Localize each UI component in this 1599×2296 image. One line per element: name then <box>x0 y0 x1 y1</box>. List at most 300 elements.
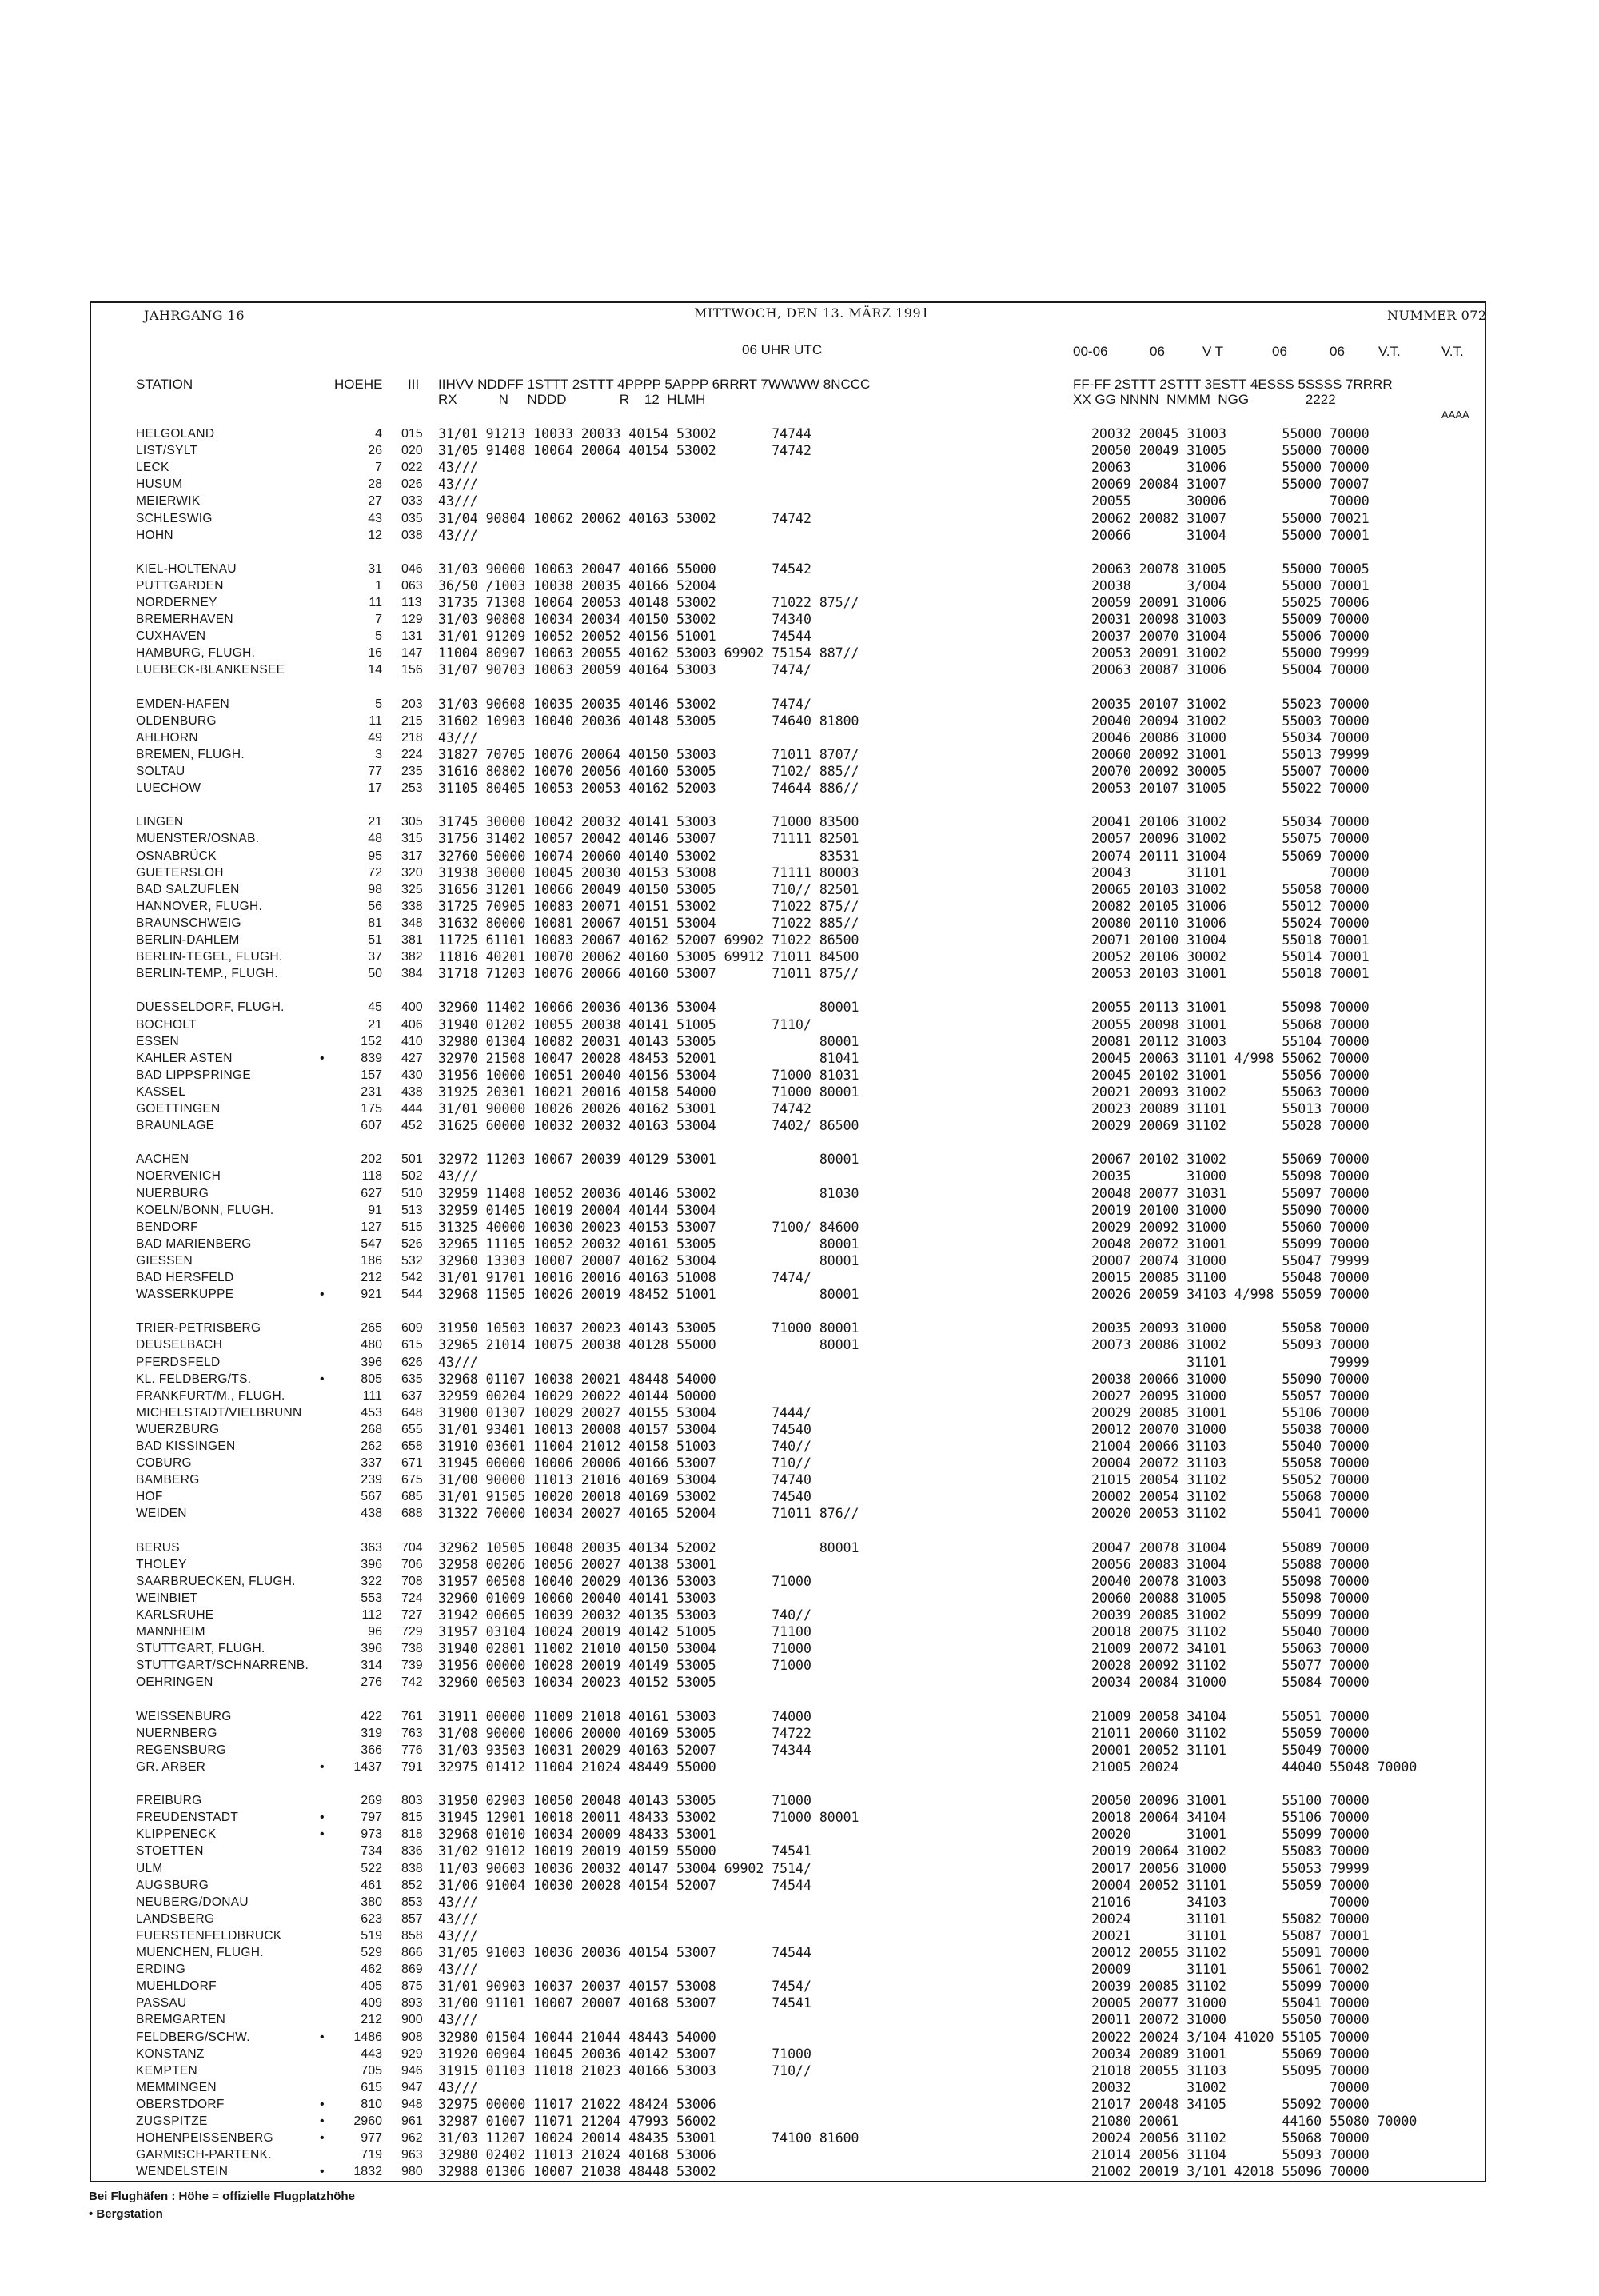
synop-groups: 32980 01304 10082 20031 40143 53005 80001 <box>438 1033 859 1049</box>
station-height: 81 <box>368 916 382 930</box>
synop-groups: 43/// <box>438 729 478 745</box>
summary-groups: 20019 20100 31000 55090 70000 <box>1091 1202 1370 1218</box>
station-index: 444 <box>401 1102 423 1116</box>
synop-groups: 31915 01103 11018 21023 40166 53003 710// <box>438 2062 811 2078</box>
mountain-marker: • <box>320 2131 325 2146</box>
summary-groups: 20067 20102 31002 55069 70000 <box>1091 1152 1370 1168</box>
station-name: BAD KISSINGEN <box>136 1439 236 1453</box>
station-name: AHLHORN <box>136 730 198 745</box>
summary-groups: 20039 20085 31102 55099 70000 <box>1091 1979 1370 1995</box>
station-height: 921 <box>361 1288 382 1302</box>
station-index: 637 <box>401 1388 423 1403</box>
summary-groups: 20032 31002 70000 <box>1091 2079 1370 2095</box>
station-height: 239 <box>361 1473 382 1487</box>
summary-groups: 21016 34103 70000 <box>1091 1894 1370 1910</box>
station-height: 396 <box>361 1355 382 1369</box>
station-index: 761 <box>401 1709 423 1723</box>
table-row <box>0 1084 1599 1100</box>
synop-groups: 32975 00000 11017 21022 48424 53006 <box>438 2096 716 2112</box>
table-row <box>0 1118 1599 1134</box>
station-name: KOELN/BONN, FLUGH. <box>136 1203 274 1217</box>
summary-groups: 20060 20088 31005 55098 70000 <box>1091 1590 1370 1606</box>
summary-groups: 20002 20054 31102 55068 70000 <box>1091 1489 1370 1505</box>
station-height: 202 <box>361 1152 382 1167</box>
station-name: THOLEY <box>136 1557 187 1571</box>
table-row <box>0 645 1599 661</box>
summary-groups: 20069 20084 31007 55000 70007 <box>1091 477 1370 493</box>
station-height: 98 <box>368 882 382 896</box>
table-row <box>0 730 1599 746</box>
station-height: 5 <box>375 697 382 711</box>
synop-groups: 32968 01107 10038 20021 48448 54000 <box>438 1371 716 1387</box>
station-height: 522 <box>361 1861 382 1875</box>
summary-groups: 20062 20082 31007 55000 70021 <box>1091 510 1370 526</box>
station-height: 26 <box>368 444 382 458</box>
synop-groups: 31325 40000 10030 20023 40153 53007 7100/ 84600 <box>438 1219 859 1235</box>
station-name: TRIER-PETRISBERG <box>136 1321 261 1336</box>
station-height: 49 <box>368 730 382 745</box>
synop-groups: 32962 10505 10048 20035 40134 52002 80001 <box>438 1539 859 1555</box>
station-name: BRAUNLAGE <box>136 1119 215 1133</box>
station-height: 480 <box>361 1338 382 1352</box>
table-row <box>0 849 1599 864</box>
station-index: 218 <box>401 730 423 745</box>
station-name: DEUSELBACH <box>136 1338 223 1352</box>
table-row <box>0 865 1599 881</box>
station-name: SCHLESWIG <box>136 511 213 525</box>
summary-groups: 20035 20107 31002 55023 70000 <box>1091 696 1370 712</box>
station-index: 858 <box>401 1928 423 1943</box>
summary-groups: 21017 20048 34105 55092 70000 <box>1091 2096 1370 2112</box>
synop-groups: 43/// <box>438 1911 478 1927</box>
station-index: 430 <box>401 1068 423 1082</box>
station-name: STOETTEN <box>136 1844 204 1859</box>
mountain-marker: • <box>320 1288 325 1302</box>
summary-groups: 20022 20024 3/104 41020 55105 70000 <box>1091 2029 1370 2045</box>
station-height: 27 <box>368 494 382 509</box>
summary-groups: 20031 20098 31003 55009 70000 <box>1091 612 1370 628</box>
table-row <box>0 949 1599 965</box>
station-height: 5 <box>375 629 382 644</box>
synop-groups: 31925 20301 10021 20016 40158 54000 71000 80001 <box>438 1084 859 1100</box>
synop-groups: 31900 01307 10029 20027 40155 53004 7444/ <box>438 1404 811 1420</box>
summary-groups: 31101 79999 <box>1091 1354 1370 1370</box>
table-row <box>0 1034 1599 1050</box>
station-name: MANNHEIM <box>136 1625 205 1639</box>
station-height: 719 <box>361 2148 382 2162</box>
table-row <box>0 1253 1599 1269</box>
synop-groups: 31745 30000 10042 20032 40141 53003 71000 83500 <box>438 814 859 830</box>
table-row <box>0 2080 1599 2096</box>
summary-groups: 20048 20072 31001 55099 70000 <box>1091 1236 1370 1252</box>
synop-groups: 31616 80802 10070 20056 40160 53005 7102/ 885// <box>438 764 859 779</box>
table-row <box>0 1793 1599 1809</box>
summary-groups: 21002 20019 3/101 42018 55096 70000 <box>1091 2164 1370 2180</box>
table-row <box>0 1203 1599 1219</box>
station-name: WASSERKUPPE <box>136 1288 234 1302</box>
station-index: 348 <box>401 916 423 930</box>
synop-groups: 31942 00605 10039 20032 40135 53003 740// <box>438 1607 811 1623</box>
table-row <box>0 1861 1599 1877</box>
station-name: WEINBIET <box>136 1591 198 1605</box>
station-height: 567 <box>361 1490 382 1504</box>
station-name: LANDSBERG <box>136 1911 215 1926</box>
station-index: 038 <box>401 528 423 542</box>
station-height: 319 <box>361 1726 382 1740</box>
synop-groups: 11816 40201 10070 20062 40160 53005 69912 71011 84500 <box>438 949 859 965</box>
synop-groups: 31/01 91701 10016 20016 40163 51008 7474/ <box>438 1270 811 1285</box>
station-height: 56 <box>368 899 382 913</box>
synop-groups: 31656 31201 10066 20049 40150 53005 710// 82501 <box>438 881 859 897</box>
synop-groups: 31/00 90000 11013 21016 40169 53004 74740 <box>438 1472 811 1488</box>
table-row <box>0 612 1599 628</box>
table-row <box>0 561 1599 577</box>
station-height: 409 <box>361 1996 382 2010</box>
summary-groups: 20070 20092 30005 55007 70000 <box>1091 764 1370 779</box>
summary-groups: 20029 20069 31102 55028 70000 <box>1091 1118 1370 1134</box>
summary-groups: 20012 20055 31102 55091 70000 <box>1091 1945 1370 1960</box>
synop-groups: 32980 01504 10044 21044 48443 54000 <box>438 2029 716 2045</box>
station-index: 838 <box>401 1861 423 1875</box>
station-name: MUENCHEN, FLUGH. <box>136 1946 264 1959</box>
station-height: 734 <box>361 1844 382 1859</box>
station-name: BAD MARIENBERG <box>136 1236 252 1251</box>
mountain-marker: • <box>320 1759 325 1774</box>
row-spacer <box>0 1776 1599 1792</box>
synop-groups: 31/07 90703 10063 20059 40164 53003 7474/ <box>438 662 811 678</box>
station-name: LUEBECK-BLANKENSEE <box>136 663 285 677</box>
table-row <box>0 443 1599 459</box>
synop-groups: 43/// <box>438 1894 478 1910</box>
table-row <box>0 1995 1599 2011</box>
station-height: 422 <box>361 1709 382 1723</box>
station-height: 705 <box>361 2063 382 2078</box>
summary-groups: 20052 20106 30002 55014 70001 <box>1091 949 1370 965</box>
station-height: 443 <box>361 2046 382 2061</box>
station-name: EMDEN-HAFEN <box>136 697 229 711</box>
synop-groups: 31602 10903 10040 20036 40148 53005 74640 81800 <box>438 713 859 729</box>
table-row <box>0 1320 1599 1336</box>
station-height: 1486 <box>353 2030 382 2044</box>
station-height: 322 <box>361 1574 382 1588</box>
synop-groups: 32965 21014 10075 20038 40128 55000 80001 <box>438 1337 859 1353</box>
table-row <box>0 1895 1599 1911</box>
station-name: GARMISCH-PARTENK. <box>136 2148 272 2162</box>
station-height: 268 <box>361 1422 382 1436</box>
synop-groups: 31/03 11207 10024 20014 48435 53001 74100 81600 <box>438 2130 859 2146</box>
code-header-line1: IIHVV NDDFF 1STTT 2STTT 4PPPP 5APPP 6RRRT 7WWWW 8NCCC <box>438 377 871 392</box>
station-name: FELDBERG/SCHW. <box>136 2030 250 2044</box>
station-height: 212 <box>361 1271 382 1284</box>
col-group-label: 06 <box>1150 344 1165 359</box>
table-row <box>0 1557 1599 1573</box>
station-name: ERDING <box>136 1963 186 1977</box>
station-index: 704 <box>401 1540 423 1555</box>
summary-groups: 21005 20024 44040 55048 70000 <box>1091 1759 1418 1775</box>
station-name: FREIBURG <box>136 1794 202 1808</box>
station-height: 453 <box>361 1405 382 1420</box>
synop-groups: 31827 70705 10076 20064 40150 53003 71011 8707/ <box>438 746 859 762</box>
synop-groups: 32958 00206 10056 20027 40138 53001 <box>438 1556 716 1572</box>
station-index: 671 <box>401 1456 423 1471</box>
summary-groups: 21018 20055 31103 55095 70000 <box>1091 2062 1370 2078</box>
synop-groups: 32970 21508 10047 20028 48453 52001 81041 <box>438 1050 859 1066</box>
iii-header: III <box>408 377 420 392</box>
synop-groups: 43/// <box>438 1962 478 1978</box>
station-height: 380 <box>361 1895 382 1909</box>
table-row <box>0 2114 1599 2130</box>
summary-groups: 20041 20106 31002 55034 70000 <box>1091 814 1370 830</box>
table-row <box>0 493 1599 509</box>
station-name: AUGSBURG <box>136 1878 209 1892</box>
mountain-marker: • <box>320 2165 325 2179</box>
station-index: 131 <box>401 629 423 644</box>
table-row <box>0 1168 1599 1184</box>
station-height: 2960 <box>353 2114 382 2128</box>
station-index: 869 <box>401 1963 423 1977</box>
station-index: 900 <box>401 2013 423 2027</box>
table-row <box>0 1337 1599 1353</box>
table-row <box>0 932 1599 948</box>
station-index: 675 <box>401 1473 423 1487</box>
station-height: 7 <box>375 461 382 475</box>
table-row <box>0 1591 1599 1607</box>
col-group-label: 06 <box>1330 344 1345 359</box>
table-row <box>0 1186 1599 1202</box>
station-index: 655 <box>401 1422 423 1436</box>
synop-groups: 31945 00000 10006 20006 40166 53007 710// <box>438 1455 811 1471</box>
station-height: 547 <box>361 1236 382 1251</box>
summary-groups: 20017 20056 31000 55053 79999 <box>1091 1860 1370 1876</box>
station-height: 4 <box>375 427 382 441</box>
table-row <box>0 460 1599 476</box>
footnote-mountain: • Bergstation <box>89 2207 163 2221</box>
summary-groups: 20038 3/004 55000 70001 <box>1091 577 1370 593</box>
row-spacer <box>0 1304 1599 1320</box>
station-height: 607 <box>361 1119 382 1133</box>
summary-groups: 20009 31101 55061 70002 <box>1091 1962 1370 1978</box>
station-height: 396 <box>361 1557 382 1571</box>
station-name: KONSTANZ <box>136 2046 205 2061</box>
synop-groups: 31/03 90000 10063 20047 40166 55000 74542 <box>438 561 811 577</box>
station-index: 818 <box>401 1827 423 1842</box>
table-row <box>0 1574 1599 1590</box>
station-name: PUTTGARDEN <box>136 578 224 593</box>
station-index: 706 <box>401 1557 423 1571</box>
table-row <box>0 1372 1599 1388</box>
summary-groups: 20007 20074 31000 55047 79999 <box>1091 1252 1370 1268</box>
synop-groups: 32972 11203 10067 20039 40129 53001 80001 <box>438 1152 859 1168</box>
station-index: 542 <box>401 1271 423 1284</box>
station-name: WEIDEN <box>136 1507 187 1521</box>
mountain-marker: • <box>320 1811 325 1825</box>
station-height: 3 <box>375 747 382 761</box>
summary-groups: 20027 20095 31000 55057 70000 <box>1091 1388 1370 1404</box>
station-height: 977 <box>361 2131 382 2146</box>
table-row <box>0 1962 1599 1978</box>
station-height: 12 <box>368 528 382 542</box>
station-height: 111 <box>362 1388 382 1403</box>
station-name: KL. FELDBERG/TS. <box>136 1372 252 1386</box>
table-row <box>0 2130 1599 2146</box>
station-height: 152 <box>361 1034 382 1048</box>
summary-groups: 20074 20111 31004 55069 70000 <box>1091 848 1370 864</box>
synop-groups: 43/// <box>438 527 478 543</box>
station-index: 544 <box>401 1288 423 1302</box>
station-height: 805 <box>361 1372 382 1386</box>
station-height: 262 <box>361 1439 382 1453</box>
summary-groups: 20040 20094 31002 55003 70000 <box>1091 713 1370 729</box>
station-name: BAD LIPPSPRINGE <box>136 1068 252 1082</box>
synop-groups: 31735 71308 10064 20053 40148 53002 71022 875// <box>438 595 859 610</box>
mountain-marker: • <box>320 2097 325 2111</box>
code-header-line2: RX N NDDD R 12 HLMH <box>438 392 706 407</box>
col-group-label: V T <box>1202 344 1224 359</box>
table-row <box>0 1220 1599 1236</box>
station-height: 96 <box>368 1625 382 1639</box>
station-height: 212 <box>361 2013 382 2027</box>
station-height: 7 <box>375 613 382 627</box>
synop-groups: 32965 11105 10052 20032 40161 53005 80001 <box>438 1236 859 1252</box>
station-index: 635 <box>401 1372 423 1386</box>
station-height: 1832 <box>353 2165 382 2179</box>
station-index: 791 <box>401 1759 423 1774</box>
table-row <box>0 713 1599 729</box>
synop-groups: 43/// <box>438 1927 478 1943</box>
synop-groups: 32959 11408 10052 20036 40146 53002 81030 <box>438 1185 859 1201</box>
synop-groups: 31940 01202 10055 20038 40141 51005 7110/ <box>438 1016 811 1032</box>
station-index: 615 <box>401 1338 423 1352</box>
station-height: 48 <box>368 832 382 846</box>
station-name: HOF <box>136 1490 163 1504</box>
station-height: 1437 <box>353 1759 382 1774</box>
station-name: NORDERNEY <box>136 596 217 609</box>
station-index: 026 <box>401 477 423 492</box>
station-name: HOHN <box>136 528 173 542</box>
table-row <box>0 595 1599 611</box>
summary-groups: 20021 31101 55087 70001 <box>1091 1927 1370 1943</box>
table-row <box>0 2097 1599 2113</box>
table-row <box>0 1878 1599 1894</box>
synop-groups: 32987 01007 11071 21204 47993 56002 <box>438 2114 716 2129</box>
station-height: 265 <box>361 1321 382 1336</box>
station-index: 963 <box>401 2148 423 2162</box>
synop-groups: 31/01 91209 10052 20052 40156 51001 74544 <box>438 629 811 645</box>
table-row <box>0 1810 1599 1826</box>
synop-groups: 31945 12901 10018 20011 48433 53002 71000 80001 <box>438 1810 859 1826</box>
station-name: KAHLER ASTEN <box>136 1051 233 1065</box>
table-row <box>0 578 1599 594</box>
station-name: BERLIN-TEMP., FLUGH. <box>136 967 278 981</box>
station-index: 648 <box>401 1405 423 1420</box>
station-index: 658 <box>401 1439 423 1453</box>
col-group-label: 06 <box>1272 344 1287 359</box>
station-name: HUSUM <box>136 477 183 492</box>
synop-groups: 31940 02801 11002 21010 40150 53004 71000 <box>438 1641 811 1657</box>
station-height: 839 <box>361 1051 382 1065</box>
table-row <box>0 662 1599 678</box>
synop-groups: 32959 01405 10019 20004 40144 53004 <box>438 1202 716 1218</box>
table-row <box>0 1051 1599 1067</box>
station-name: STUTTGART/SCHNARRENB. <box>136 1659 309 1673</box>
station-height: 973 <box>361 1827 382 1842</box>
station-height: 396 <box>361 1642 382 1656</box>
synop-groups: 43/// <box>438 2079 478 2095</box>
station-height: 127 <box>361 1220 382 1234</box>
summary-groups: 20055 30006 70000 <box>1091 493 1370 509</box>
synop-groups: 11725 61101 10083 20067 40162 52007 69902 71022 86500 <box>438 932 859 948</box>
station-height: 43 <box>368 511 382 525</box>
table-row <box>0 1607 1599 1623</box>
station-height: 231 <box>361 1084 382 1099</box>
synop-groups: 31/01 90000 10026 20026 40162 53001 74742 <box>438 1101 811 1116</box>
station-name: BERLIN-TEGEL, FLUGH. <box>136 950 283 964</box>
synop-groups: 31/03 90808 10034 20034 40150 53002 74340 <box>438 612 811 628</box>
summary-groups: 20028 20092 31102 55077 70000 <box>1091 1658 1370 1674</box>
station-height: 31 <box>368 561 382 576</box>
table-row <box>0 426 1599 442</box>
station-header: STATION <box>136 377 193 392</box>
summary-groups: 20024 31101 55082 70000 <box>1091 1911 1370 1927</box>
table-row <box>0 916 1599 932</box>
row-spacer <box>0 983 1599 999</box>
station-height: 1 <box>375 578 382 593</box>
summary-groups: 20035 31000 55098 70000 <box>1091 1168 1370 1184</box>
summary-groups: 20045 20102 31001 55056 70000 <box>1091 1067 1370 1083</box>
station-index: 946 <box>401 2063 423 2078</box>
station-index: 609 <box>401 1321 423 1336</box>
table-row <box>0 1743 1599 1759</box>
table-row <box>0 1068 1599 1084</box>
station-index: 685 <box>401 1490 423 1504</box>
summary-groups: 20050 20049 31005 55000 70000 <box>1091 443 1370 459</box>
table-row <box>0 2012 1599 2028</box>
table-row <box>0 781 1599 797</box>
synop-groups: 43/// <box>438 1168 478 1184</box>
synop-groups: 32960 13303 10007 20007 40162 53004 80001 <box>438 1252 859 1268</box>
station-name: MEMMINGEN <box>136 2080 217 2094</box>
table-row <box>0 814 1599 830</box>
station-index: 438 <box>401 1084 423 1099</box>
row-spacer <box>0 1523 1599 1539</box>
station-name: SOLTAU <box>136 765 185 778</box>
table-row <box>0 1675 1599 1691</box>
table-row <box>0 1152 1599 1168</box>
station-index: 305 <box>401 815 423 829</box>
table-row <box>0 1101 1599 1117</box>
table-row <box>0 882 1599 898</box>
table-row <box>0 1455 1599 1471</box>
synop-groups: 31725 70905 10083 20071 40151 53002 71022 875// <box>438 898 859 914</box>
table-row <box>0 1624 1599 1640</box>
table-row <box>0 1658 1599 1674</box>
synop-groups: 31/06 91004 10030 20028 40154 52007 74544 <box>438 1877 811 1893</box>
observation-time: 06 UHR UTC <box>742 342 823 357</box>
station-name: OBERSTDORF <box>136 2097 225 2111</box>
station-name: KLIPPENECK <box>136 1827 217 1842</box>
station-height: 51 <box>368 933 382 947</box>
station-height: 627 <box>361 1186 382 1200</box>
summary-groups: 20059 20091 31006 55025 70006 <box>1091 595 1370 610</box>
station-index: 410 <box>401 1034 423 1048</box>
table-row <box>0 1439 1599 1455</box>
synop-groups: 31/05 91003 10036 20036 40154 53007 74544 <box>438 1945 811 1960</box>
station-name: GUETERSLOH <box>136 865 224 880</box>
station-height: 45 <box>368 1000 382 1015</box>
station-name: DUESSELDORF, FLUGH. <box>136 1000 285 1015</box>
synop-groups: 31956 10000 10051 20040 40156 53004 71000 81031 <box>438 1067 859 1083</box>
station-height: 314 <box>361 1659 382 1673</box>
